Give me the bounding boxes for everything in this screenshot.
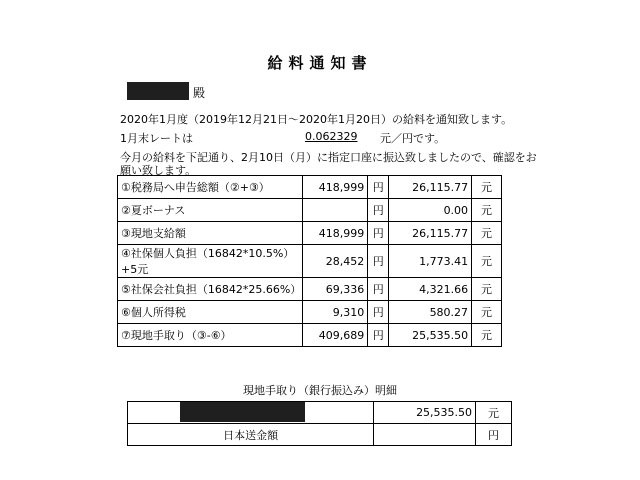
row-label: ⑥個人所得税 bbox=[118, 301, 303, 324]
intro-text: 2020年1月度（2019年12月21日～2020年1月20日）の給料を通知致します。 bbox=[120, 113, 513, 126]
row-yuan-amount: 0.00 bbox=[389, 199, 472, 222]
row-yen-amount: 418,999 bbox=[303, 222, 368, 245]
salary-table bbox=[117, 175, 502, 347]
salary-row bbox=[118, 176, 502, 199]
row-yuan-amount: 4,321.66 bbox=[389, 278, 472, 301]
row-yuan-amount: 1,773.41 bbox=[389, 245, 472, 278]
row-yen-amount: 409,689 bbox=[303, 324, 368, 347]
row-yen-unit: 円 bbox=[368, 222, 389, 245]
redacted-recipient-name bbox=[127, 82, 189, 100]
row-yuan-amount: 26,115.77 bbox=[389, 222, 472, 245]
row-yuan-unit: 元 bbox=[472, 245, 502, 278]
row-yuan-unit: 元 bbox=[472, 222, 502, 245]
row-yen-amount bbox=[303, 199, 368, 222]
row-yen-amount: 28,452 bbox=[303, 245, 368, 278]
detail-amount-unit: 元 bbox=[476, 402, 512, 424]
detail-table bbox=[127, 401, 512, 446]
row-yen-amount: 9,310 bbox=[303, 301, 368, 324]
salary-row bbox=[118, 301, 502, 324]
salary-row bbox=[118, 222, 502, 245]
row-label: ②夏ボーナス bbox=[118, 199, 303, 222]
japan-remit-label: 日本送金額 bbox=[128, 424, 374, 446]
salary-row bbox=[118, 278, 502, 301]
salary-row bbox=[118, 199, 502, 222]
rate-label: 1月末レートは bbox=[120, 132, 193, 145]
row-yuan-amount: 26,115.77 bbox=[389, 176, 472, 199]
japan-remit-unit: 円 bbox=[476, 424, 512, 446]
row-yen-unit: 円 bbox=[368, 278, 389, 301]
row-yuan-amount: 25,535.50 bbox=[389, 324, 472, 347]
row-yen-unit: 円 bbox=[368, 324, 389, 347]
row-yuan-unit: 元 bbox=[472, 324, 502, 347]
detail-row-remittance bbox=[128, 402, 512, 424]
salary-row bbox=[118, 245, 502, 278]
notice-line-1: 今月の給料を下記通り、2月10日（月）に指定口座に振込致しましたので、確認をお bbox=[120, 151, 537, 164]
row-yen-amount: 418,999 bbox=[303, 176, 368, 199]
row-yuan-unit: 元 bbox=[472, 301, 502, 324]
rate-unit: 元／円です。 bbox=[380, 132, 446, 145]
row-label: ③現地支給額 bbox=[118, 222, 303, 245]
row-yuan-amount: 580.27 bbox=[389, 301, 472, 324]
notice-line-2: 願い致します。 bbox=[120, 164, 197, 177]
redacted-account bbox=[180, 402, 305, 422]
page-title: 給料通知書 bbox=[267, 54, 373, 72]
detail-account-cell bbox=[128, 402, 374, 424]
row-yen-unit: 円 bbox=[368, 245, 389, 278]
recipient-suffix: 殿 bbox=[193, 86, 206, 100]
row-yuan-unit: 元 bbox=[472, 278, 502, 301]
row-label: ④社保個人負担（16842*10.5%）+5元 bbox=[118, 245, 303, 278]
detail-row-japan bbox=[128, 424, 512, 446]
salary-row bbox=[118, 324, 502, 347]
row-yen-unit: 円 bbox=[368, 199, 389, 222]
row-label: ①税務局へ申告総額（②+③） bbox=[118, 176, 303, 199]
row-yuan-unit: 元 bbox=[472, 176, 502, 199]
detail-heading: 現地手取り（銀行振込み）明細 bbox=[243, 384, 397, 397]
row-label: ⑦現地手取り（③-⑥） bbox=[118, 324, 303, 347]
row-yen-unit: 円 bbox=[368, 176, 389, 199]
row-label: ⑤社保会社負担（16842*25.66%） bbox=[118, 278, 303, 301]
row-yen-unit: 円 bbox=[368, 301, 389, 324]
rate-value: 0.062329 bbox=[305, 130, 358, 143]
detail-amount: 25,535.50 bbox=[374, 402, 476, 424]
row-yuan-unit: 元 bbox=[472, 199, 502, 222]
row-yen-amount: 69,336 bbox=[303, 278, 368, 301]
japan-remit-amount bbox=[374, 424, 476, 446]
